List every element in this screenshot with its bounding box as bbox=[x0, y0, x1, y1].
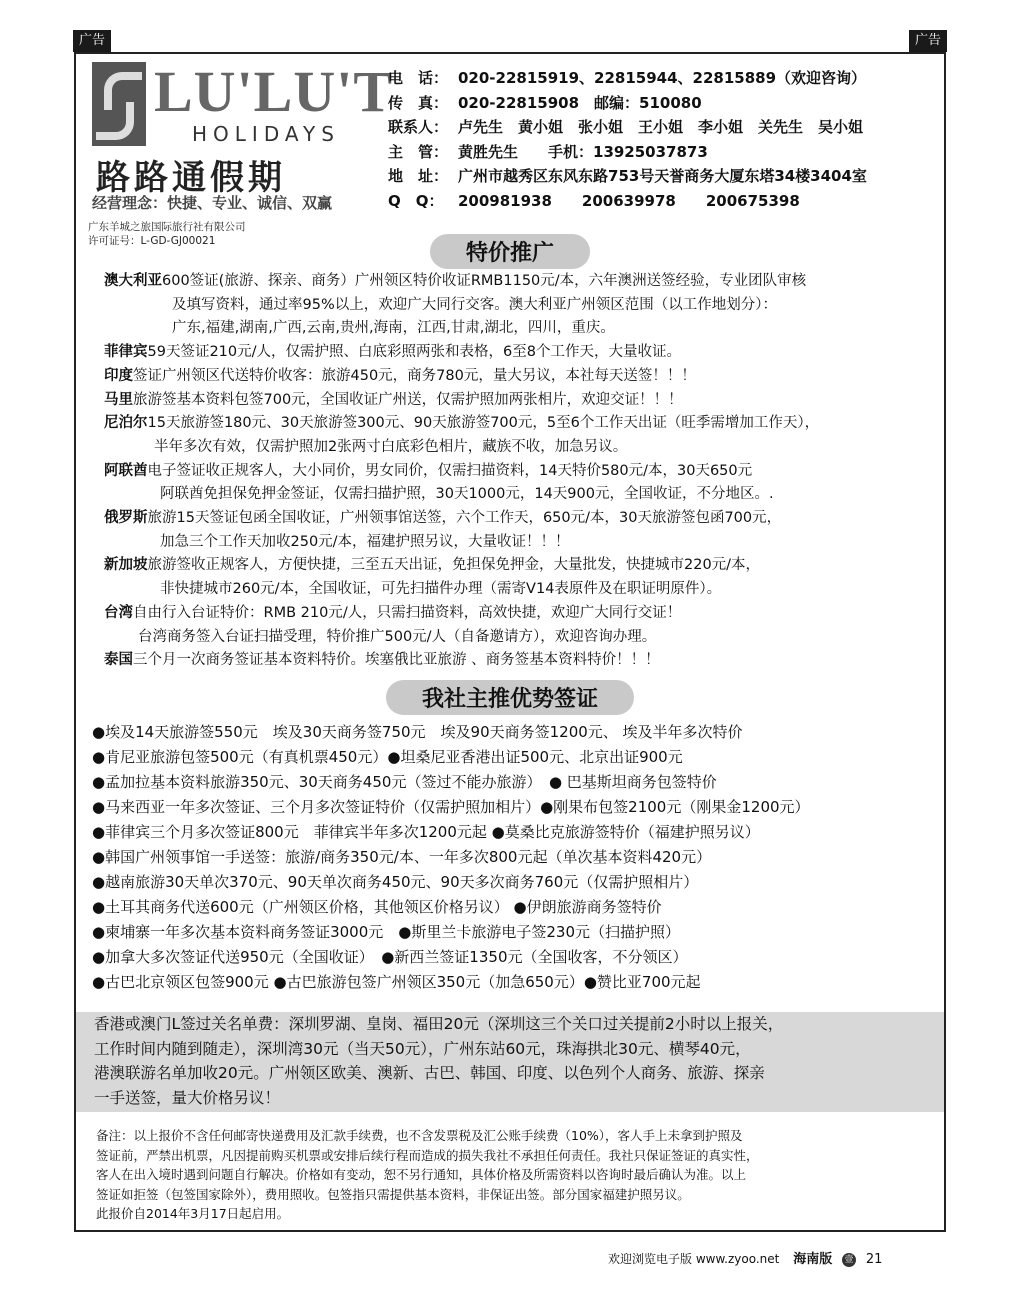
promo-line bbox=[104, 507, 944, 531]
promo-text: 台湾商务签入台证扫描受理，特价推广500元/人（自备邀请方），欢迎咨询办理。 bbox=[138, 628, 657, 645]
contact-value: 卢先生 黄小姐 张小姐 王小姐 李小姐 关先生 吴小姐 bbox=[458, 118, 864, 136]
promo-text: 自由行入台证特价：RMB 210元/人，只需扫描资料，高效快捷，欢迎广大同行交证！ bbox=[133, 604, 682, 621]
promo-heading: 特价推广 bbox=[430, 234, 590, 269]
contact-value: 020-22815908 邮编：510080 bbox=[458, 93, 702, 112]
visa-item: ●越南旅游30天单次370元、90天单次商务450元、90天多次商务760元（仅需护照相片） bbox=[92, 873, 699, 891]
contact-label: 电 话： bbox=[388, 69, 449, 87]
promo-line bbox=[104, 389, 944, 413]
promo-line bbox=[104, 365, 944, 389]
promo-line bbox=[104, 294, 944, 318]
visa-item: ●埃及14天旅游签550元 埃及30天商务签750元 埃及90天商务签1200元、 埃及半年多次特价 bbox=[92, 723, 743, 741]
promo-text: 旅游签收正规客人，方便快捷，三至五天出证，免担保免押金，大量批发，快捷城市220元/本， bbox=[147, 557, 761, 574]
promo-country: 新加坡 bbox=[104, 557, 148, 574]
contact-row bbox=[388, 115, 867, 140]
logo-brand: LU'LU'T bbox=[154, 59, 394, 124]
page-footer bbox=[608, 1248, 882, 1267]
visa-item: ●孟加拉基本资料旅游350元、30天商务450元（签过不能办旅游） ● 巴基斯坦商务包签特价 bbox=[92, 773, 717, 791]
remark-line: 此报价自2014年3月17日起启用。 bbox=[96, 1206, 290, 1221]
remark-line: 签证前，严禁出机票，凡因提前购买机票或安排后续行程而造成的损失我社不承担任何责任。我社只保证签证的真实性， bbox=[96, 1147, 759, 1163]
promo-text: 及填写资料，通过率95%以上，欢迎广大同行交客。澳大利亚广州领区范围（以工作地划分）： bbox=[172, 296, 777, 313]
company-logo bbox=[92, 59, 394, 212]
promo-text: 三个月一次商务签证基本资料特价。埃塞俄比亚旅游 、商务签基本资料特价！！！ bbox=[133, 652, 660, 669]
contact-value: 020-22815919、22815944、22815889（欢迎咨询） bbox=[458, 69, 867, 87]
promo-text: 阿联酋免担保免押金签证，仅需扫描护照，30天1000元，14天900元，全国收证，不分地区。. bbox=[160, 486, 774, 503]
promo-country: 台湾 bbox=[104, 604, 133, 621]
promo-text: 600签证(旅游、探亲、商务）广州领区特价收证RMB1150元/本，六年澳洲送签经验，专业团队审核 bbox=[162, 273, 807, 289]
promo-line bbox=[104, 270, 944, 294]
visa-item: ●肯尼亚旅游包签500元（有真机票450元）●坦桑尼亚香港出证500元、北京出证900元 bbox=[92, 748, 683, 766]
visa-item: ●土耳其商务代送600元（广州领区价格，其他领区价格另议） ●伊朗旅游商务签特价 bbox=[92, 898, 662, 916]
company-info bbox=[88, 220, 246, 248]
contact-value: 广州市越秀区东风东路753号天誉商务大厦东塔34楼3404室 bbox=[458, 167, 867, 185]
page-number: 21 bbox=[865, 1252, 883, 1267]
contact-value: 200981938 200639978 200675398 bbox=[458, 191, 800, 210]
promo-line bbox=[104, 341, 944, 365]
contact-row bbox=[388, 91, 867, 116]
promo-text: 半年多次有效，仅需护照加2张两寸白底彩色相片，藏族不收，加急另议。 bbox=[154, 438, 628, 455]
promo-text: 加急三个工作天加收250元/本，福建护照另议，大量收证！！！ bbox=[160, 533, 570, 550]
promo-country: 阿联酋 bbox=[104, 462, 148, 479]
promo-text: 15天旅游签180元、30天旅游签300元、90天旅游签700元，5至6个工作天出证（旺季需增加工作天）， bbox=[147, 415, 820, 432]
promo-text: 59天签证210元/人，仅需护照、白底彩照两张和表格，6至8个工作天，大量收证。 bbox=[147, 344, 681, 361]
contact-row bbox=[388, 164, 867, 189]
contact-label: 联系人： bbox=[388, 118, 449, 136]
footer-edition: 海南版 bbox=[793, 1252, 833, 1267]
remark-line: 客人在出入境时遇到问题自行解决。价格如有变动，恕不另行通知，具体价格及所需资料以咨询时最后确认为准。以上 bbox=[96, 1167, 747, 1182]
footer-badge: 壹 bbox=[842, 1253, 856, 1267]
promo-text: 广东,福建,湖南,广西,云南,贵州,海南，江西,甘肃,湖北，四川，重庆。 bbox=[172, 320, 615, 337]
contact-row bbox=[388, 66, 867, 91]
promo-line bbox=[104, 317, 944, 341]
company-name: 广东羊城之旅国际旅行社有限公司 bbox=[88, 221, 246, 233]
promo-text: 电子签证收正规客人，大小同价，男女同价，仅需扫描资料，14天特价580元/本，30天650元 bbox=[147, 462, 753, 479]
visa-item: ●菲律宾三个月多次签证800元 菲律宾半年多次1200元起 ●莫桑比克旅游签特价（福建护照另议） bbox=[92, 823, 760, 841]
promo-line bbox=[104, 626, 944, 650]
visa-item: ●加拿大多次签证代送950元（全国收证） ●新西兰签证1350元（全国收客，不分领区） bbox=[92, 948, 688, 966]
license-number: 许可证号：L-GD-GJ00021 bbox=[88, 235, 216, 247]
promo-country: 尼泊尔 bbox=[104, 415, 148, 432]
hk-line: 香港或澳门L签过关名单费：深圳罗湖、皇岗、福田20元（深圳这三个关口过关提前2小时以上报关， bbox=[94, 1015, 784, 1033]
contact-label: Q Q： bbox=[388, 191, 444, 210]
promo-text: 旅游签基本资料包签700元，全国收证广州送，仅需护照加两张相片，欢迎交证！！！ bbox=[133, 391, 683, 408]
ad-tag-left: 广告 bbox=[73, 30, 111, 52]
promo-line bbox=[104, 554, 944, 578]
contact-block bbox=[388, 66, 867, 213]
footer-website: 欢迎浏览电子版 www.zyoo.net bbox=[608, 1252, 780, 1266]
visa-heading: 我社主推优势签证 bbox=[386, 680, 634, 715]
promo-line bbox=[104, 460, 944, 484]
promo-country: 菲律宾 bbox=[104, 344, 148, 361]
contact-label: 传 真： bbox=[388, 93, 449, 112]
promo-line bbox=[104, 412, 944, 436]
promo-text: 非快捷城市260元/本，全国收证，可先扫描件办理（需寄V14表原件及在职证明原件）。 bbox=[160, 581, 722, 598]
promo-line bbox=[104, 483, 944, 507]
promo-text: 旅游15天签证包函全国收证，广州领事馆送签，六个工作天，650元/本，30天旅游签包函700元， bbox=[147, 510, 782, 527]
logo-motto: 经营理念：快捷、专业、诚信、双赢 bbox=[92, 194, 333, 212]
hk-line: 工作时间内随到随走），深圳湾30元（当天50元），广州东站60元，珠海拱北30元、横琴40元， bbox=[94, 1039, 751, 1058]
logo-mark-icon bbox=[92, 62, 146, 146]
visa-item: ●韩国广州领事馆一手送签：旅游/商务350元/本、一年多次800元起（单次基本资料420元） bbox=[92, 848, 712, 866]
contact-row bbox=[388, 140, 867, 165]
promo-country: 印度 bbox=[104, 367, 133, 384]
ad-tag-right: 广告 bbox=[909, 30, 947, 52]
promo-country: 马里 bbox=[104, 391, 133, 408]
promo-list bbox=[104, 270, 944, 673]
promo-line bbox=[104, 602, 944, 626]
remarks bbox=[96, 1126, 936, 1224]
visa-item: ●柬埔寨一年多次基本资料商务签证3000元 ●斯里兰卡旅游电子签230元（扫描护照） bbox=[92, 923, 680, 941]
promo-country: 俄罗斯 bbox=[104, 510, 148, 527]
logo-chinese-name: 路路通假期 bbox=[96, 158, 286, 198]
contact-label: 主 管： bbox=[388, 142, 449, 161]
hk-line: 一手送签，量大价格另议！ bbox=[94, 1088, 281, 1107]
promo-line bbox=[104, 649, 944, 673]
contact-row bbox=[388, 189, 867, 214]
remark-line: 签证如拒签（包签国家除外），费用照收。包签指只需提供基本资料，非保证出签。部分国家福建护照另议。 bbox=[96, 1186, 690, 1202]
hk-line: 港澳联游名单加收20元。广州领区欧美、澳新、古巴、韩国、印度、以色列个人商务、旅游、探亲 bbox=[94, 1064, 765, 1082]
promo-country: 澳大利亚 bbox=[104, 273, 162, 289]
visa-item: ●古巴北京领区包签900元 ●古巴旅游包签广州领区350元（加急650元）●赞比亚700元起 bbox=[92, 973, 701, 991]
visa-list bbox=[92, 720, 952, 995]
promo-line bbox=[104, 531, 944, 555]
hk-macau-box bbox=[76, 1012, 944, 1112]
visa-item: ●马来西亚一年多次签证、三个月多次签证特价（仅需护照加相片）●刚果布包签2100元（刚果金1200元） bbox=[92, 798, 810, 816]
promo-text: 签证广州领区代送特价收客：旅游450元，商务780元，量大另议，本社每天送签！！！ bbox=[133, 367, 696, 384]
promo-country: 泰国 bbox=[104, 652, 133, 669]
remark-line: 备注：以上报价不含任何邮寄快递费用及汇款手续费，也不含发票税及汇公账手续费（10%），客人手上未拿到护照及 bbox=[96, 1128, 743, 1143]
logo-holidays: HOLIDAYS bbox=[192, 122, 340, 146]
contact-value: 黄胜先生 手机：13925037873 bbox=[458, 142, 708, 161]
contact-label: 地 址： bbox=[388, 167, 449, 185]
promo-line bbox=[104, 578, 944, 602]
promo-line bbox=[104, 436, 944, 460]
